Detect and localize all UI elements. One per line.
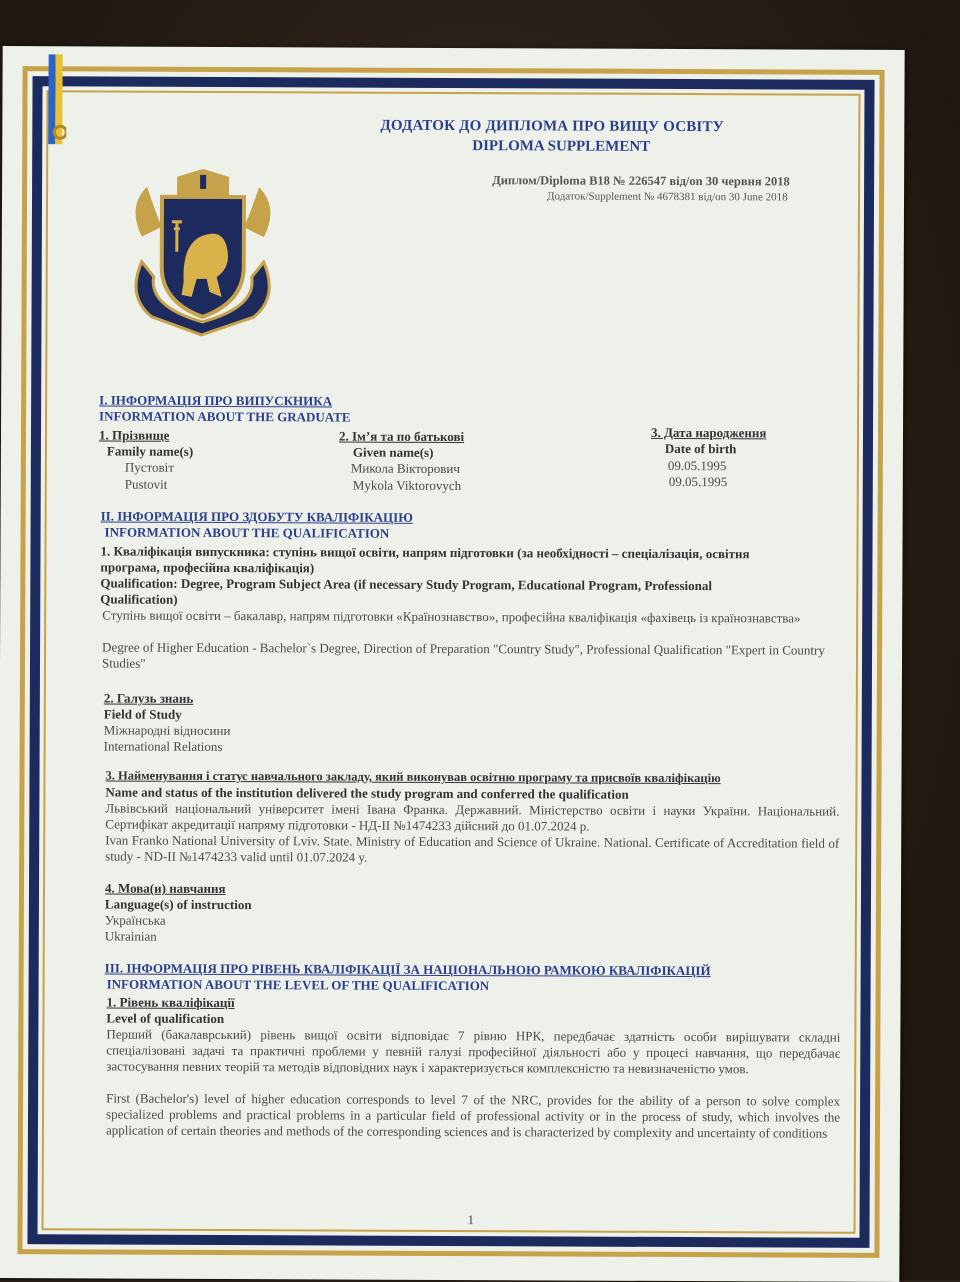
field-value-uk: Міжнародні відносини xyxy=(103,722,231,739)
section3-heading-uk: III. ІНФОРМАЦІЯ ПРО РІВЕНЬ КВАЛІФІКАЦІЇ ЗА НАЦІОНАЛЬНОЮ РАМКОЮ КВАЛІФІКАЦІЙ xyxy=(104,960,711,979)
birth-value-en: 09.05.1995 xyxy=(668,473,728,490)
title-uk: ДОДАТОК ДО ДИПЛОМА ПРО ВИЩУ ОСВІТУ xyxy=(380,117,724,136)
institution-value-en: Ivan Franko National University of Lviv. State. Ministry of Education and Science of Ukraine. National. Certificate of Accreditation field of study - ND-II №1474233 valid until 01.07.2024 y. xyxy=(105,832,840,865)
document-sheet xyxy=(0,46,905,1282)
given-label-uk: 2. Ім’я та по батькові xyxy=(338,428,465,445)
language-label-en: Language(s) of instruction xyxy=(104,896,252,913)
diploma-number: Диплом/Diploma В18 № 226547 від/on 30 червня 2018 xyxy=(492,173,790,189)
section2-heading-en: INFORMATION ABOUT THE QUALIFICATION xyxy=(104,524,390,541)
section1-heading-en: INFORMATION ABOUT THE GRADUATE xyxy=(99,408,351,425)
institution-label-uk: 3. Найменування і статус навчального закладу, який виконував освітню програму та присвоїв кваліфікацію xyxy=(105,768,721,786)
supplement-number: Додаток/Supplement № 4678381 від/on 30 June 2018 xyxy=(547,190,788,204)
level-value-uk: Перший (бакалаврський) рівень вищої освіти відповідає 7 рівню НРК, передбачає здатність особи вирішувати складні спеціалізовані задачі та практичні проблеми у певній галузі професійної діяльності або у процесі навчання, що передбачає застосування певних теорій та методів відповідних наук і характеризується комплексністю та невизначеністю умов. xyxy=(106,1026,841,1077)
family-label-en: Family name(s) xyxy=(106,443,194,459)
family-label-uk: 1. Прізвище xyxy=(98,427,170,443)
page-number: 1 xyxy=(467,1212,475,1228)
section2-heading-uk: II. ІНФОРМАЦІЯ ПРО ЗДОБУТУ КВАЛІФІКАЦІЮ xyxy=(100,508,413,525)
given-value-uk: Микола Вікторович xyxy=(350,460,460,477)
qualification-value-uk: Ступінь вищої освіти – бакалавр, напрям підготовки «Країнознавство», професійна кваліфікація «фахівець із країнознавства» xyxy=(102,607,801,626)
family-value-uk: Пустовіт xyxy=(124,459,174,475)
given-label-en: Given name(s) xyxy=(352,444,434,460)
qualification-label-uk: 1. Кваліфікація випускника: ступінь вищої освіти, напрям підготовки (за необхідності – спеціалізація, освітня програма, професійна кваліфікація) xyxy=(100,543,750,576)
institution-label-en: Name and status of the institution delivered the study program and conferred the qualification xyxy=(105,784,629,802)
qualification-value-en: Degree of Higher Education - Bachelor`s Degree, Direction of Preparation "Country Study", Professional Qualification "Expert in Country Studies" xyxy=(101,639,825,671)
field-label-en: Field of Study xyxy=(103,706,182,722)
qualification-label-en: Qualification: Degree, Program Subject Area (if necessary Study Program, Educational Program, Professional Qualification) xyxy=(100,575,713,607)
section1-heading-uk: I. ІНФОРМАЦІЯ ПРО ВИПУСКНИКА xyxy=(99,392,333,409)
language-value-en: Ukrainian xyxy=(104,928,157,944)
level-label-uk: 1. Рівень кваліфікації xyxy=(106,994,235,1011)
language-label-uk: 4. Мова(и) навчання xyxy=(104,880,226,897)
level-label-en: Level of qualification xyxy=(106,1010,225,1027)
institution-value-uk: Львівський національний університет імені Івана Франка. Державний. Міністерство освіти і науки України. Національний. Сертифікат акредитації напряму підготовки - НД-ІІ №1474233 дійсний до 01.07.2024 р. xyxy=(105,800,840,834)
title-en: DIPLOMA SUPPLEMENT xyxy=(472,138,651,155)
field-label-uk: 2. Галузь знань xyxy=(103,690,194,706)
field-value-en: International Relations xyxy=(103,738,223,755)
level-value-en: First (Bachelor's) level of higher education corresponds to level 7 of the NRC, provides for the ability of a person to solve complex specialized problems and practical problems in a particular field of professional activity or in the process of study, which involves the application of certain theories and methods of the corresponding sciences and is characterized by complexity and uncertainty of conditions xyxy=(105,1090,841,1141)
birth-value-uk: 09.05.1995 xyxy=(667,457,727,474)
given-value-en: Mykola Viktorovych xyxy=(352,477,462,494)
birth-label-uk: 3. Дата народження xyxy=(650,424,767,441)
language-value-uk: Українська xyxy=(104,912,166,928)
section3-heading-en: INFORMATION ABOUT THE LEVEL OF THE QUALIFICATION xyxy=(106,976,490,994)
birth-label-en: Date of birth xyxy=(664,440,737,457)
family-value-en: Pustovit xyxy=(124,476,168,492)
